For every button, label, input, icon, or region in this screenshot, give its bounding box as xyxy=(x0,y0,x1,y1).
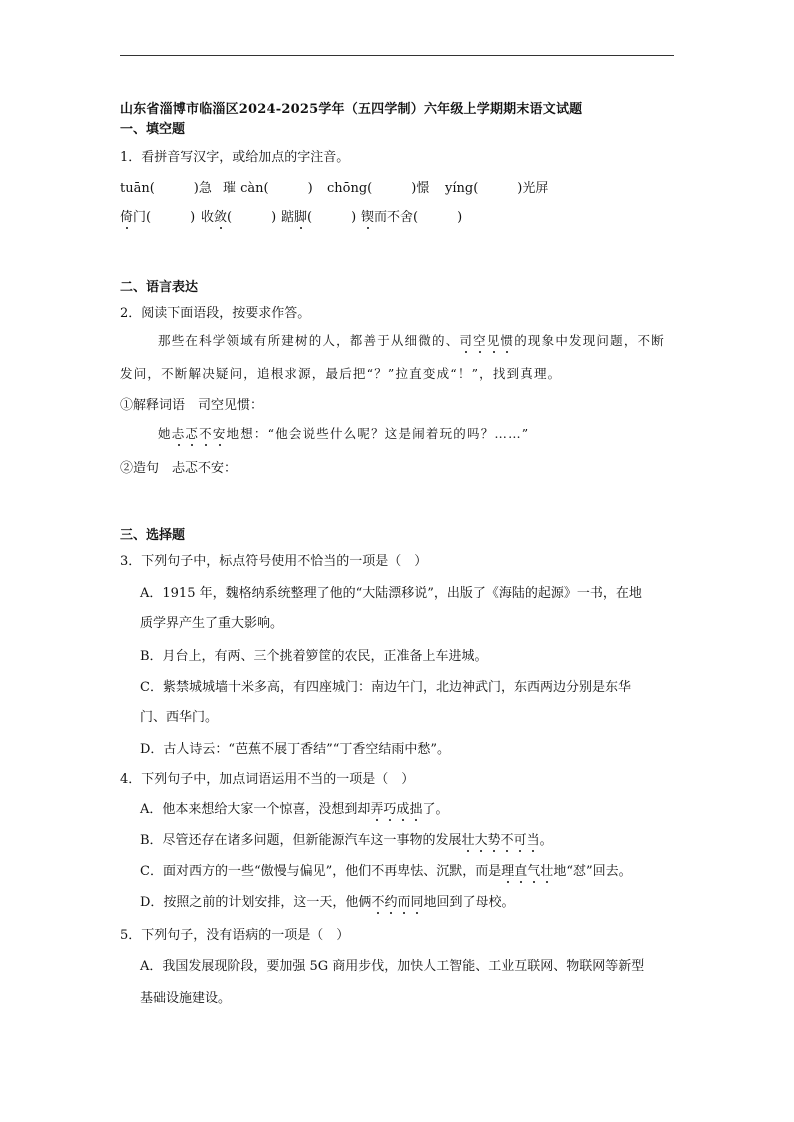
dotted-char: 脚 xyxy=(294,206,307,225)
option-text: D．按照之前的计划安排，这一天，他俩 xyxy=(140,895,372,910)
question-5-stem: 5．下列句子，没有语病的一项是（ ） xyxy=(120,928,350,943)
sub-question-1: ①解释词语 司空见惯： xyxy=(120,398,264,413)
option-text: A．他本来想给大家一个惊喜，没想到却 xyxy=(140,802,371,817)
option-3a-line-1: A．1915 年，魏格纳系统整理了他的“大陆漂移说”，出版了《海陆的起源》一书，在地 xyxy=(140,586,642,601)
dotted-char: 气 xyxy=(527,860,540,879)
option-text: 地“怼”回去。 xyxy=(553,864,632,879)
dotted-char: 理 xyxy=(501,860,514,879)
dotted-char: 壮 xyxy=(462,829,475,848)
option-3d: D．古人诗云：“芭蕉不展丁香结”“丁香空结雨中愁”。 xyxy=(140,742,451,757)
example-sentence xyxy=(158,424,529,442)
blank-text: 门( ) xyxy=(133,210,196,225)
option-text: C．面对西方的一些“傲慢与偏见”，他们不再卑怯、沉默，而是 xyxy=(140,864,502,879)
passage-line-1 xyxy=(158,331,665,349)
option-text: 了。 xyxy=(422,802,449,817)
dotted-char: 可 xyxy=(514,829,527,848)
section-heading-fill-in: 一、填空题 xyxy=(120,122,186,137)
dotted-char-row xyxy=(201,206,276,225)
dotted-char: 约 xyxy=(384,891,397,910)
section-heading-choice: 三、选择题 xyxy=(120,528,186,543)
dotted-char: 而 xyxy=(397,891,410,910)
pinyin-item: tuān( )急 xyxy=(120,181,212,196)
dotted-char: 空 xyxy=(473,333,487,348)
dotted-char: 大 xyxy=(475,829,488,848)
dotted-char: 敛 xyxy=(214,206,227,225)
dotted-char-row xyxy=(281,206,356,225)
dotted-char: 直 xyxy=(514,860,527,879)
dotted-char-row xyxy=(120,206,195,225)
dotted-char: 忐 xyxy=(171,426,186,441)
option-3a-line-2: 质学界产生了重大影响。 xyxy=(140,616,284,631)
dotted-char: 巧 xyxy=(383,798,396,817)
question-3-stem: 3．下列句子中，标点符号使用不恰当的一项是（ ） xyxy=(120,554,428,569)
dotted-char: 不 xyxy=(199,426,213,441)
sentence-text: 她 xyxy=(158,426,172,441)
question-4-stem: 4．下列句子中，加点词语运用不当的一项是（ ） xyxy=(120,772,415,787)
option-text: 。 xyxy=(539,833,553,848)
option-4b xyxy=(140,829,553,848)
option-5a-line-1: A．我国发展现阶段，要加强 5G 商用步伐，加快人工智能、工业互联网、物联网等新型 xyxy=(140,959,645,974)
option-text: B．尽管还存在诸多问题，但新能源汽车这一事物的发展 xyxy=(140,833,462,848)
dotted-char: 司 xyxy=(459,333,474,348)
option-4c xyxy=(140,860,632,879)
dotted-char: 见 xyxy=(486,333,501,348)
option-3c-line-1: C．紫禁城城墙十米多高，有四座城门：南边午门，北边神武门，东西两边分别是东华 xyxy=(140,680,631,695)
question-1-stem: 1．看拼音写汉字，或给加点的字注音。 xyxy=(120,150,350,165)
option-3c-line-2: 门、西华门。 xyxy=(140,710,219,725)
page-title: 山东省淄博市临淄区2024-2025学年（五四学制）六年级上学期期末语文试题 xyxy=(120,102,583,117)
dotted-char: 倚 xyxy=(120,206,133,225)
pinyin-item: chōng( )憬 xyxy=(327,181,430,196)
pinyin-item: yíng( )光屏 xyxy=(445,181,549,196)
dotted-char: 当 xyxy=(527,829,540,848)
blank-text: ( ) xyxy=(307,210,357,225)
dotted-char: 同 xyxy=(410,891,423,910)
pinyin-item: 璀 càn( ) xyxy=(223,181,313,196)
passage-line-2: 发问，不断解决疑问，追根求源，最后把“？”拉直变成“！”，找到真理。 xyxy=(120,366,562,381)
question-2-stem: 2．阅读下面语段，按要求作答。 xyxy=(120,306,311,321)
dotted-char: 成 xyxy=(396,798,409,817)
blank-text: ( ) xyxy=(227,210,277,225)
dotted-char: 忑 xyxy=(185,426,200,441)
option-3b: B．月台上，有两、三个挑着箩筐的农民，正准备上车进城。 xyxy=(140,649,488,664)
dotted-char: 惯 xyxy=(500,333,515,348)
dotted-char: 不 xyxy=(501,829,514,848)
dotted-char-row xyxy=(361,206,462,225)
sentence-text: 地想：“他会说些什么呢？这是闹着玩的吗？……” xyxy=(226,426,530,441)
option-text: 地回到了母校。 xyxy=(423,895,515,910)
option-4d xyxy=(140,891,515,910)
dotted-char: 弄 xyxy=(370,798,383,817)
section-heading-language: 二、语言表达 xyxy=(120,280,199,295)
header-rule xyxy=(120,55,674,56)
dotted-char: 锲 xyxy=(361,206,374,225)
passage-text: 那些在科学领域有所建树的人，都善于从细微的、 xyxy=(158,333,460,348)
sub-question-2: ②造句 忐忑不安： xyxy=(120,461,238,476)
blank-text: 而不舍( ) xyxy=(374,210,463,225)
dotted-char: 壮 xyxy=(540,860,553,879)
plain-char: 踮 xyxy=(281,210,295,225)
dotted-char: 不 xyxy=(371,891,384,910)
option-4a xyxy=(140,798,448,817)
option-5a-line-2: 基础设施建设。 xyxy=(140,991,232,1006)
passage-text: 的现象中发现问题，不断 xyxy=(514,333,665,348)
dotted-char: 势 xyxy=(488,829,501,848)
plain-char: 收 xyxy=(201,210,215,225)
dotted-char: 拙 xyxy=(409,798,422,817)
dotted-char: 安 xyxy=(212,426,227,441)
